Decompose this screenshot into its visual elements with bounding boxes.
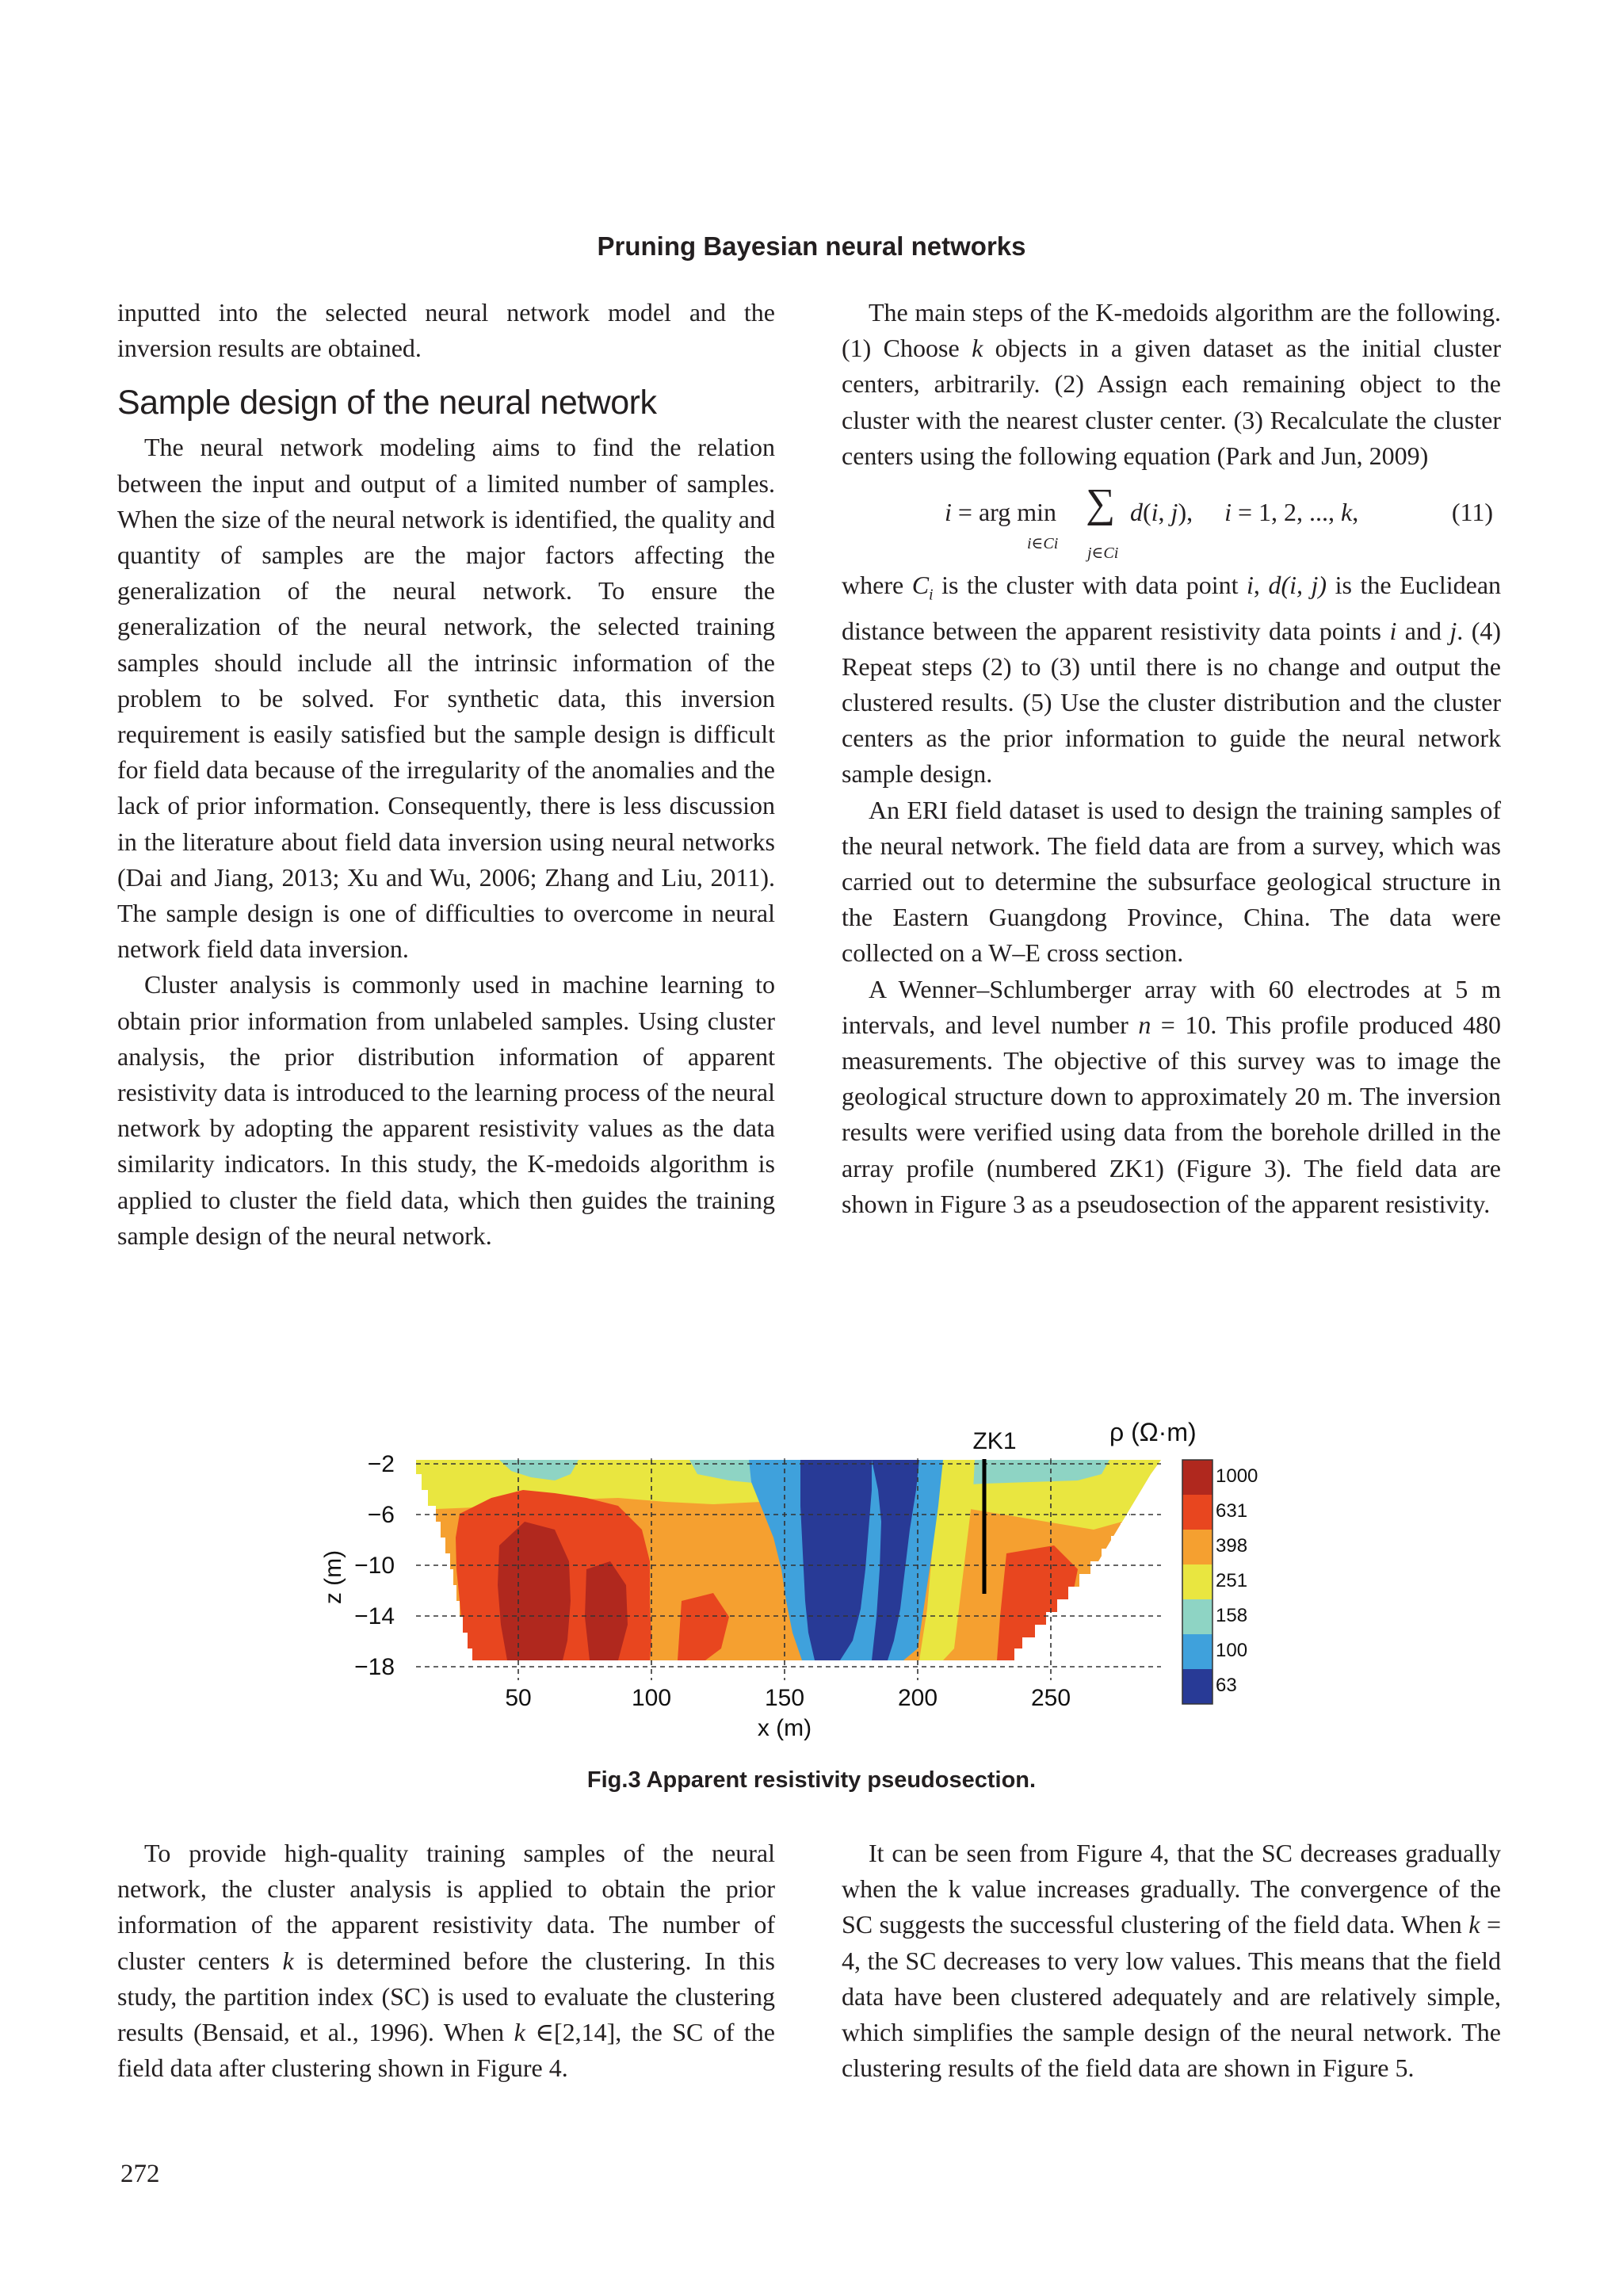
y-tick-label: −14: [354, 1603, 395, 1629]
colorbar-swatch: [1182, 1669, 1212, 1704]
paragraph: The neural network modeling aims to find the relation between the input and output of a limited number of samples. When the size of the neural network is identified, the quality and quantity of samples are the major factors affecting the generalization of the neural network. To ensure the generalization of the neural network, the selected training samples should include all the intrinsic information of the problem to be solved. For synthetic data, this inversion requirement is easily satisfied but the sample design is difficult for field data because of the irregularity of the anomalies and the lack of prior information. Consequently, there is less discussion in the literature about field data inversion using neural networks (Dai and Jiang, 2013; Xu and Wu, 2006; Zhang and Liu, 2011). The sample design is one of difficulties to overcome in neural network field data inversion.: [117, 433, 775, 964]
paragraph: It can be seen from Figure 4, that the SC decreases gradually when the k value increases gradually. The convergence of the SC suggests the successful clustering of the field data. When k = 4, the SC decreases to very low values. This means that the field data have been clustered adequately and are relatively simple, which simplifies the sample design of the neural network. The clustering results of the field data are shown in Figure 5.: [842, 1839, 1501, 2083]
y-axis-ticks: [354, 1451, 395, 1680]
page-number: 272: [120, 2160, 160, 2188]
colorbar-label: 1000: [1216, 1465, 1258, 1487]
y-tick-label: −10: [354, 1553, 395, 1579]
colorbar-label: 631: [1216, 1500, 1248, 1522]
x-tick-label: 50: [505, 1685, 532, 1711]
section-title: Sample design of the neural network: [117, 384, 657, 422]
colorbar-label: 63: [1216, 1675, 1237, 1696]
equation-11: i = arg min i∈Ci ∑ j∈Ci d(i, j), i = 1, 2, ..., k, (11): [945, 481, 1493, 563]
paragraph: Cluster analysis is commonly used in machine learning to obtain prior information from unlabeled samples. Using cluster analysis, the prior distribution information of apparent resistivity data is introduced to the learning process of the neural network by adopting the apparent resistivity values as the data similarity indicators. In this study, the K-medoids algorithm is applied to cluster the field data, which then guides the training sample design of the neural network.: [117, 970, 775, 1250]
borehole-label: ZK1: [972, 1428, 1017, 1454]
x-axis-ticks: [505, 1685, 1071, 1711]
x-tick-label: 150: [764, 1685, 805, 1711]
paragraph: An ERI field dataset is used to design the training samples of the neural network. The field data are from a survey, which was carried out to determine the subsurface geological structure in the Eastern Guangdong Province, China. The data were collected on a W–E cross section.: [842, 795, 1501, 968]
colorbar-swatch: [1182, 1460, 1212, 1495]
colorbar-swatch: [1182, 1599, 1212, 1634]
colorbar-label: 398: [1216, 1535, 1248, 1557]
colorbar-title: ρ (Ω·m): [1109, 1418, 1197, 1446]
figure-caption: Fig.3 Apparent resistivity pseudosection.: [586, 1767, 1037, 1793]
y-tick-label: −2: [367, 1451, 395, 1477]
paragraph: inputted into the selected neural network model and the inversion results are obtained.: [117, 298, 775, 363]
colorbar: [1182, 1460, 1258, 1704]
x-tick-label: 200: [897, 1685, 938, 1711]
colorbar-swatch: [1182, 1530, 1212, 1564]
bottom-left-column: [117, 1836, 775, 2086]
y-tick-label: −6: [367, 1502, 395, 1528]
x-axis-label: x (m): [757, 1715, 812, 1741]
running-header: Pruning Bayesian neural networks: [597, 231, 1026, 261]
colorbar-label: 251: [1216, 1570, 1248, 1591]
colorbar-label: 100: [1216, 1640, 1248, 1661]
pseudosection-figure: [317, 1411, 1258, 1759]
x-tick-label: 100: [631, 1685, 672, 1711]
right-column: [842, 295, 1501, 1222]
x-tick-label: 250: [1030, 1685, 1071, 1711]
paragraph: The main steps of the K-medoids algorithm are the following. (1) Choose k objects in a given dataset as the initial cluster centers, arbitrarily. (2) Assign each remaining object to the cluster with the nearest cluster center. (3) Recalculate the cluster centers using the following equation (Park and Jun, 2009): [842, 298, 1502, 470]
colorbar-swatch: [1182, 1495, 1212, 1530]
y-axis-label: z (m): [320, 1549, 346, 1605]
left-column: [117, 295, 775, 1254]
colorbar-swatch: [1182, 1564, 1212, 1599]
colorbar-label: 158: [1216, 1605, 1248, 1626]
bottom-right-column: [842, 1836, 1501, 2086]
colorbar-swatch: [1182, 1634, 1212, 1669]
paragraph: where $C_i$ is the cluster with data point i, d(i, j) is the Euclidean distance between the apparent resistivity data points i and j. (4) Repeat steps (2) to (3) until there is no change and output the clustered results. (5) Use the cluster distribution and the cluster centers as the prior information to guide the neural network sample design.: [842, 571, 1502, 789]
paragraph: A Wenner–Schlumberger array with 60 electrodes at 5 m intervals, and level number n = 10. This profile produced 480 measurements. The objective of this survey was to image the geological structure down to approximately 20 m. The inversion results were verified using data from the borehole drilled in the array profile (numbered ZK1) (Figure 3). The field data are shown in Figure 3 as a pseudosection of the apparent resistivity.: [842, 974, 1502, 1218]
paragraph: To provide high-quality training samples of the neural network, the cluster analysis is applied to obtain the prior information of the apparent resistivity data. The number of cluster centers k is determined before the clustering. In this study, the partition index (SC) is used to evaluate the clustering results (Bensaid, et al., 1996). When k ∈[2,14], the SC of the field data after clustering shown in Figure 4.: [117, 1839, 776, 2083]
y-tick-label: −18: [354, 1654, 395, 1680]
